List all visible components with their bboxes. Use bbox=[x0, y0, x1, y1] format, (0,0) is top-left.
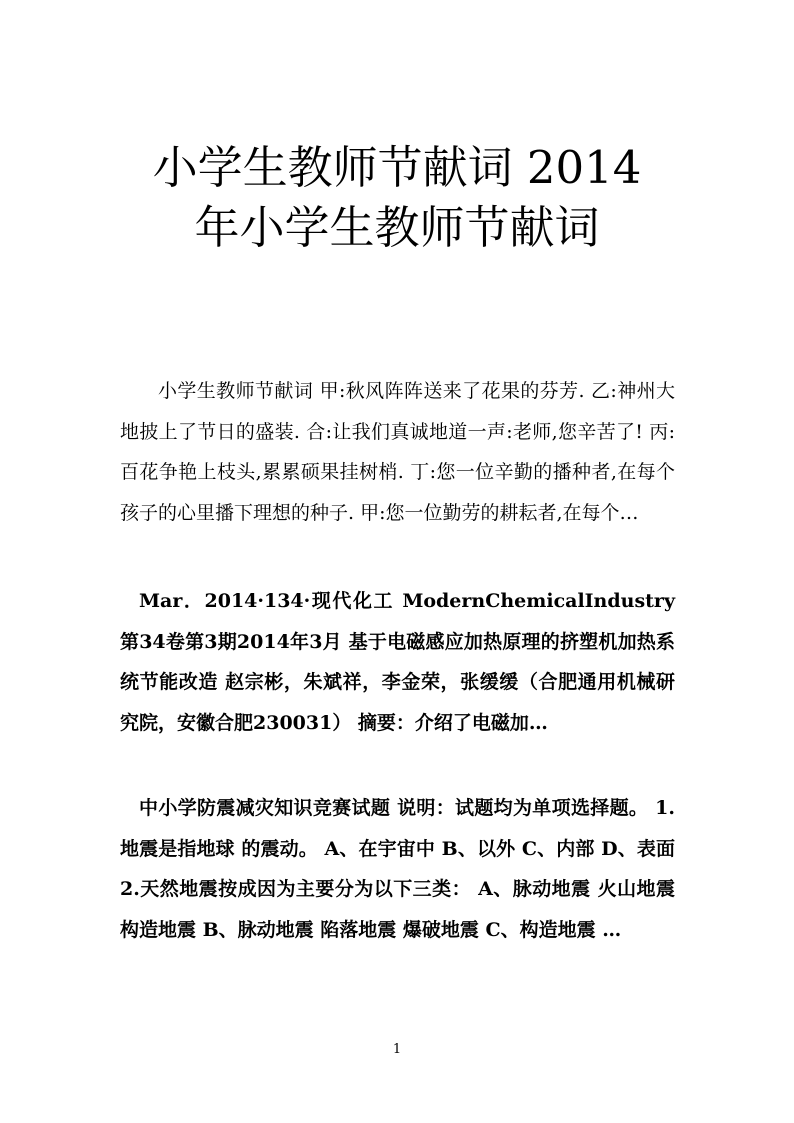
paragraph-earthquake-quiz: 中小学防震减灾知识竞赛试题 说明：试题均为单项选择题。 1.地震是指地球 的震动。 A、在宇宙中 B、以外 C、内部 D、表面 2.天然地震按成因为主要分为以下三类： A、脉动地震 火山地震 构造地震 B、脉动地震 陷落地震 爆破地震 C、构造地震 … bbox=[120, 797, 675, 941]
title-line-2: 年小学生教师节献词 bbox=[194, 201, 600, 254]
page-title bbox=[100, 138, 694, 258]
title-line-1: 小学生教师节献词 2014 bbox=[152, 141, 642, 194]
paragraph-chemical-industry: Mar．2014·134·现代化工 ModernChemicalIndustry 第34卷第3期2014年3月 基于电磁感应加热原理的挤塑机加热系统节能改造 赵宗彬，朱斌祥，李金荣，张缓缓（合肥通用机械研究院，安徽合肥230031） 摘要：介绍了电磁加… bbox=[120, 590, 675, 734]
page-number: 1 bbox=[392, 1042, 402, 1057]
paragraph-teachers-day: 小学生教师节献词 甲:秋风阵阵送来了花果的芬芳. 乙:神州大地披上了节日的盛装. 合:让我们真诚地道一声:老师,您辛苦了! 丙:百花争艳上枝头,累累硕果挂树梢. 丁:您一位辛勤的播种者,在每个孩子的心里播下理想的种子. 甲:您一位勤劳的耕耘者,在每个… bbox=[120, 380, 675, 524]
